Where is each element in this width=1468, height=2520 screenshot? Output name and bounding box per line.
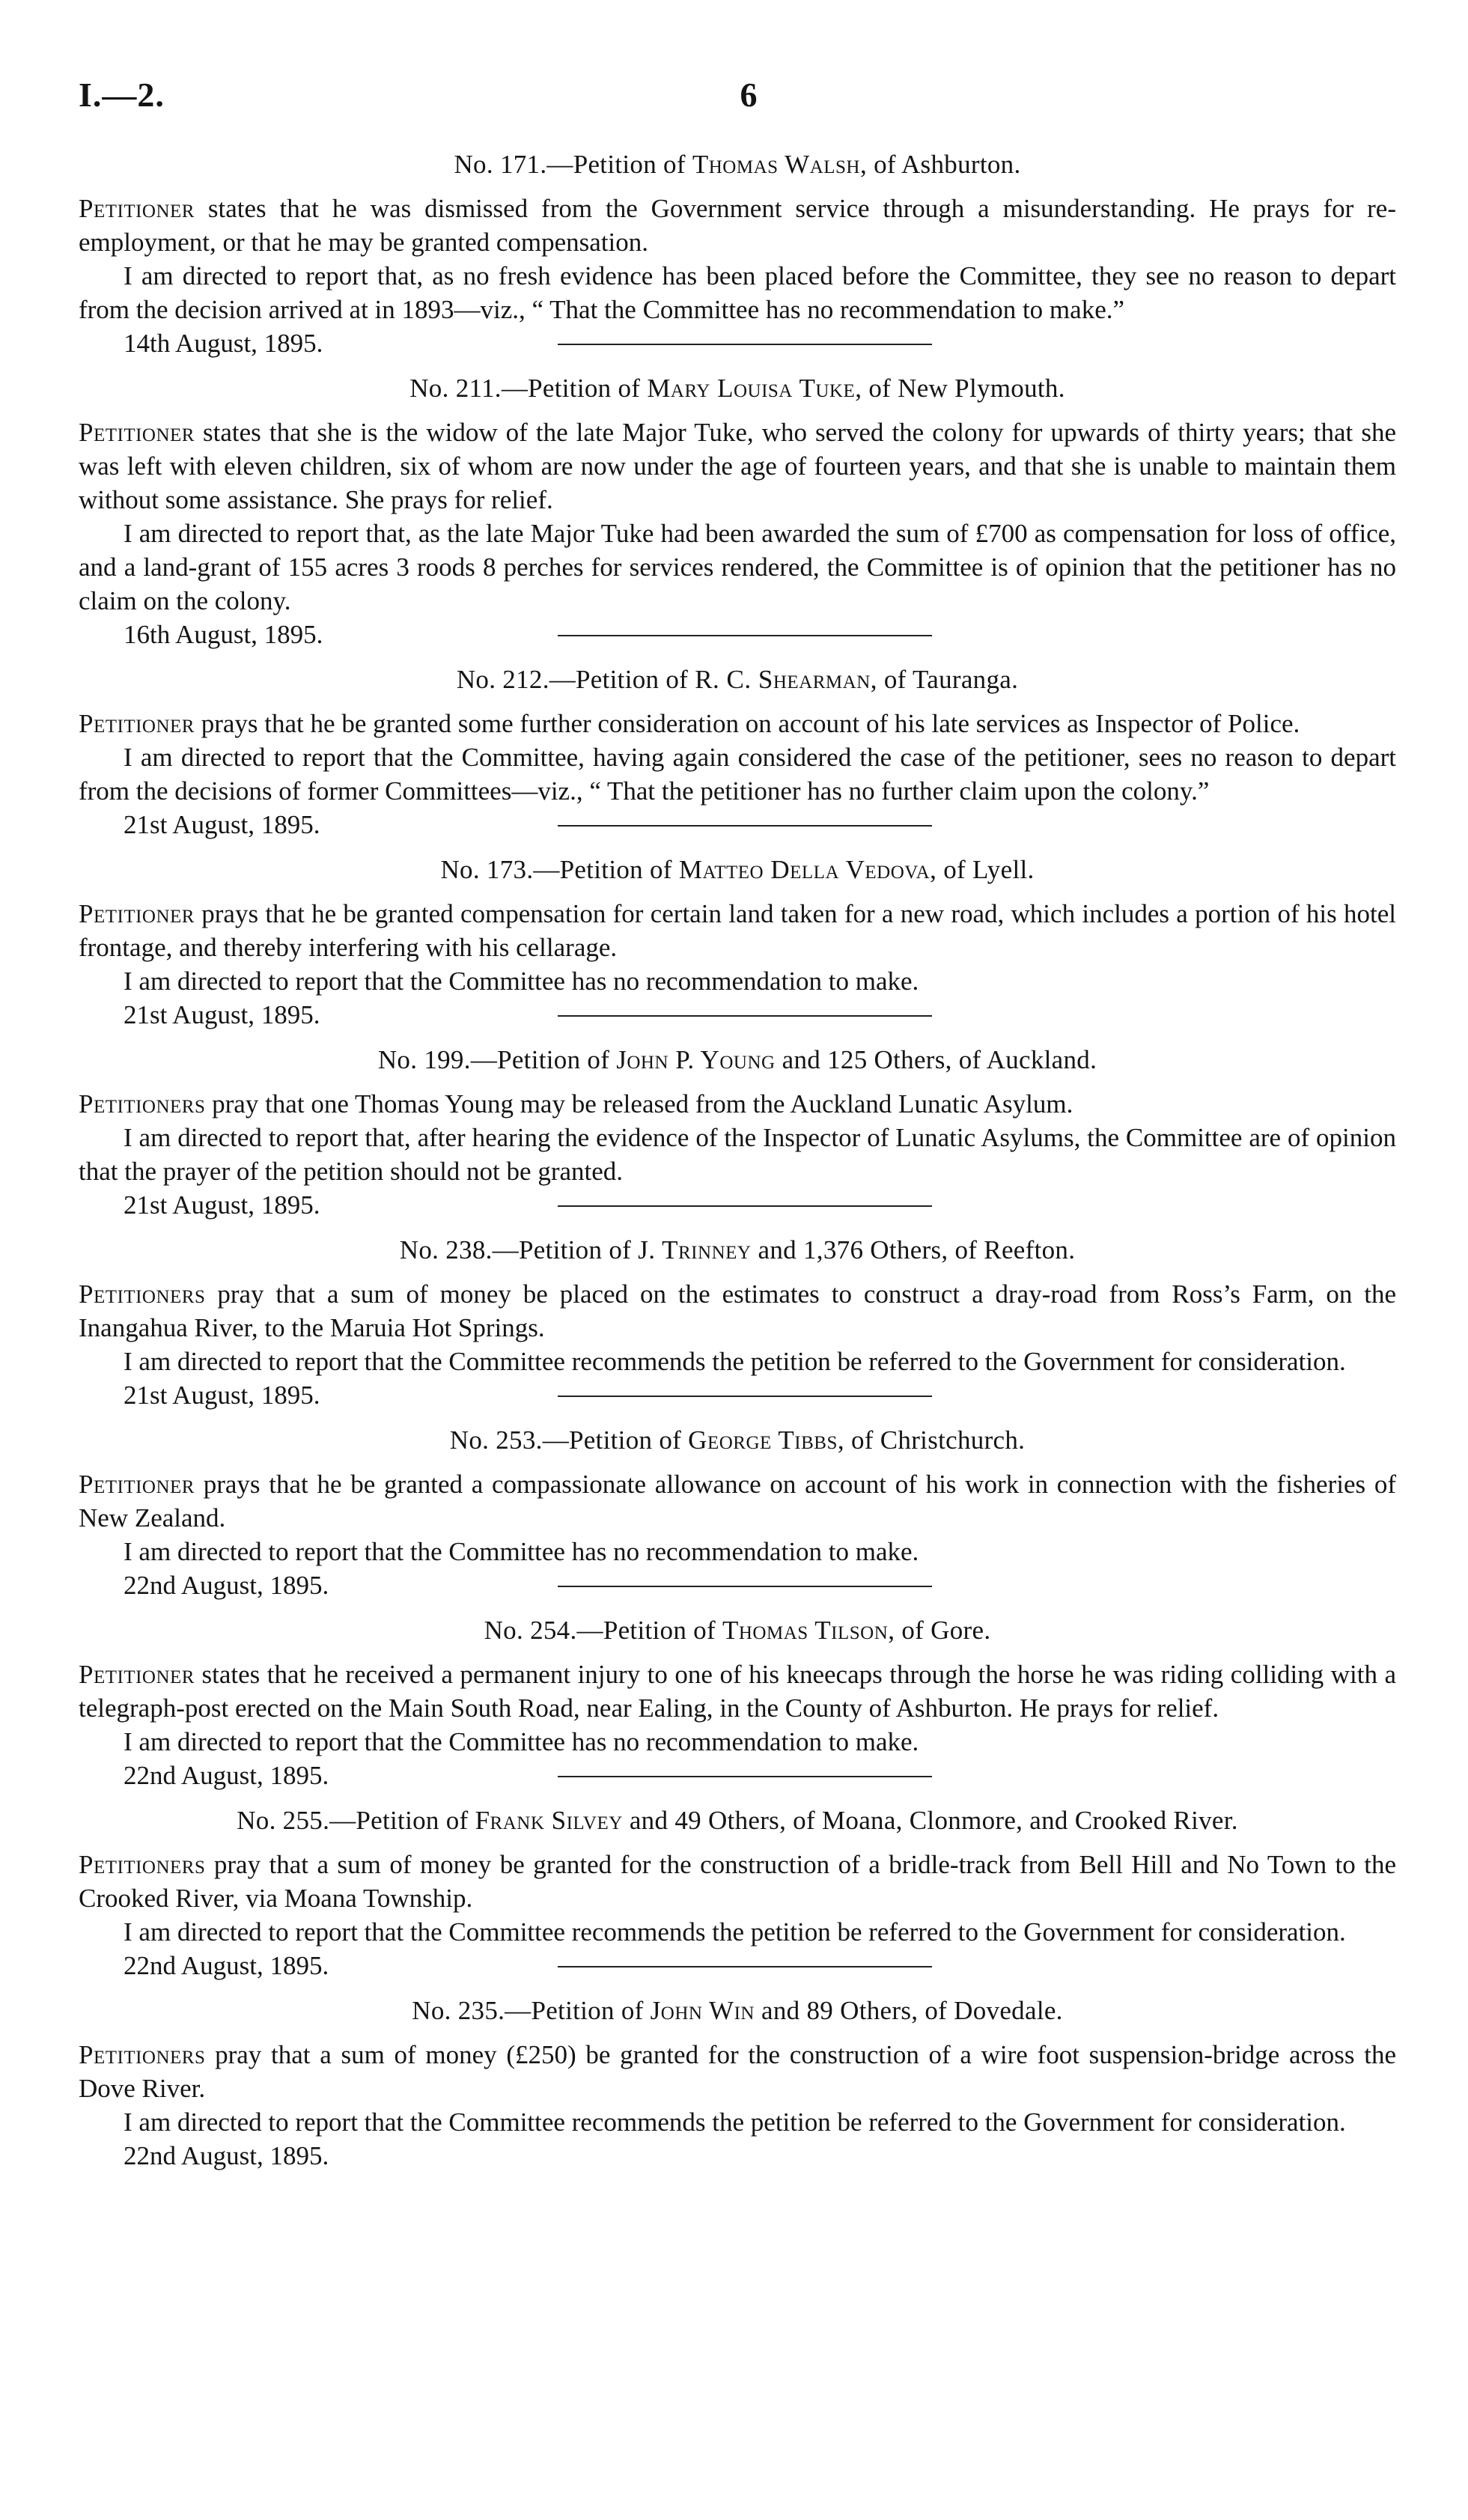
petitioner-lead-word: Petitioner — [79, 194, 195, 223]
petitioner-lead-word: Petitioner — [79, 899, 195, 928]
petition-location: and 49 Others, of Moana, Clonmore, and Crooked River. — [622, 1806, 1238, 1835]
petition-number: No. 253.—Petition of — [449, 1425, 682, 1455]
petition-entry — [79, 148, 1396, 358]
petition-location: and 89 Others, of Dovedale. — [754, 1996, 1063, 2025]
petition-location: , of Ashburton. — [860, 150, 1021, 179]
page-header — [79, 54, 1396, 121]
petition-statement — [79, 1087, 1396, 1121]
section-divider — [558, 825, 932, 827]
committee-report: I am directed to report that, as the late Major Tuke had been awarded the sum of £700 as compensation for loss of office, and a land-grant of 155 acres 3 roods 8 perches for services rendered, the Committee is of opinion that the petitioner has no claim on the colony. — [79, 519, 1396, 615]
section-divider — [558, 1015, 932, 1017]
petitioner-lead-word: Petitioners — [79, 1089, 206, 1119]
petition-location: , of New Plymouth. — [855, 374, 1065, 403]
petition-title — [79, 372, 1396, 405]
report-date: 22nd August, 1895. — [124, 1951, 329, 1980]
petitioner-lead-word: Petitioner — [79, 1660, 195, 1689]
petition-entry — [79, 853, 1396, 1029]
document-page — [79, 54, 1396, 2173]
petitioner-lead-word: Petitioner — [79, 1470, 195, 1499]
petition-location: , of Tauranga. — [870, 665, 1019, 694]
petition-number: No. 211.—Petition of — [409, 374, 641, 403]
section-divider — [558, 1396, 932, 1397]
petition-location: , of Lyell. — [930, 855, 1035, 884]
petition-entry — [79, 1424, 1397, 1600]
committee-report: I am directed to report that, after hearing the evidence of the Inspector of Lunatic Asylums, the Committee are of opinion that the prayer of the petition should not be granted. — [79, 1123, 1396, 1186]
statement-text: prays that he be granted compensation for certain land taken for a new road, which includes a portion of his hotel frontage, and thereby interfering with his cellarage. — [79, 899, 1396, 962]
page-number: 6 — [740, 76, 758, 114]
petitioner-name: J. Trinney — [638, 1235, 752, 1264]
committee-report: I am directed to report that, as no fresh evidence has been placed before the Committee, they see no reason to depart from the decision arrived at in 1893—viz., “ That the Committee has no recommendation to make.” — [79, 261, 1396, 324]
petition-entry — [79, 372, 1396, 649]
petition-number: No. 254.—Petition of — [484, 1616, 716, 1645]
statement-text: prays that he be granted a compassionate allowance on account of his work in connection with the fisheries of New Zealand. — [79, 1470, 1397, 1533]
petitioner-name: Mary Louisa Tuke — [647, 374, 856, 403]
petitioner-name: Thomas Tilson — [722, 1616, 889, 1645]
petition-statement — [79, 192, 1396, 259]
petition-number: No. 255.—Petition of — [237, 1806, 469, 1835]
petition-statement — [79, 2038, 1396, 2105]
committee-report: I am directed to report that the Committee has no recommendation to make. — [124, 1537, 919, 1566]
petition-number: No. 212.—Petition of — [456, 665, 689, 694]
report-date: 16th August, 1895. — [124, 620, 323, 649]
petitioner-name: John P. Young — [616, 1045, 776, 1074]
statement-text: pray that a sum of money (£250) be granted for the construction of a wire foot suspension-bridge across the Dove River. — [79, 2040, 1396, 2103]
committee-report: I am directed to report that the Committee has no recommendation to make. — [124, 1727, 919, 1756]
petition-entry — [79, 1804, 1397, 1980]
statement-text: pray that one Thomas Young may be released from the Auckland Lunatic Asylum. — [212, 1089, 1073, 1119]
statement-text: states that she is the widow of the late Major Tuke, who served the colony for upwards of thirty years; that she was left with eleven children, six of whom are now under the age of fourteen years, and that she is unable to maintain them without some assistance. She prays for relief. — [79, 418, 1396, 514]
paper-reference: I.—2. — [79, 76, 165, 114]
committee-report: I am directed to report that the Committee has no recommendation to make. — [124, 967, 919, 996]
section-divider — [558, 344, 932, 345]
petition-title — [79, 663, 1396, 696]
report-date: 22nd August, 1895. — [124, 1761, 329, 1790]
petition-number: No. 171.—Petition of — [454, 150, 686, 179]
petitioner-lead-word: Petitioners — [79, 1279, 206, 1309]
petition-title — [79, 1044, 1396, 1077]
petition-statement — [79, 416, 1396, 517]
committee-report: I am directed to report that the Committee recommends the petition be referred to the Government for consideration. — [124, 2107, 1346, 2137]
petition-statement — [79, 1467, 1396, 1535]
petition-title — [79, 148, 1396, 181]
committee-report: I am directed to report that the Committee, having again considered the case of the petitioner, sees no reason to depart from the decisions of former Committees—viz., “ That the petitioner has no further claim upon the colony.” — [79, 743, 1396, 806]
petition-title — [79, 1804, 1396, 1837]
petition-entry — [79, 1044, 1396, 1220]
section-divider — [558, 1205, 932, 1207]
report-date: 22nd August, 1895. — [124, 1571, 329, 1600]
petition-title — [79, 1614, 1396, 1647]
report-date: 21st August, 1895. — [124, 1381, 320, 1410]
report-date: 21st August, 1895. — [124, 1000, 320, 1029]
report-date: 21st August, 1895. — [124, 1190, 320, 1220]
petition-entry — [79, 1614, 1397, 1790]
petition-title — [79, 1994, 1396, 2027]
report-date: 22nd August, 1895. — [124, 2141, 329, 2170]
statement-text: states that he was dismissed from the Government service through a misunderstanding. He prays for re-employment, or that he may be granted compensation. — [79, 194, 1396, 257]
petition-entry — [79, 1994, 1396, 2173]
petition-location: and 125 Others, of Auckland. — [775, 1045, 1097, 1074]
petition-number: No. 199.—Petition of — [377, 1045, 610, 1074]
petition-statement — [79, 897, 1396, 964]
petition-title — [79, 853, 1396, 886]
petition-number: No. 238.—Petition of — [399, 1235, 632, 1264]
statement-text: prays that he be granted some further consideration on account of his late services as Inspector of Police. — [201, 709, 1300, 738]
petitioner-name: Thomas Walsh — [692, 150, 860, 179]
petition-entry — [79, 663, 1396, 839]
petition-statement — [79, 1848, 1396, 1915]
report-date: 14th August, 1895. — [124, 329, 323, 358]
petitioner-name: Frank Silvey — [475, 1806, 623, 1835]
statement-text: states that he received a permanent injury to one of his kneecaps through the horse he was riding colliding with a telegraph-post erected on the Main South Road, near Ealing, in the County of Ashburton. He prays for relief. — [79, 1660, 1397, 1723]
petition-statement — [79, 1658, 1396, 1725]
petition-title — [79, 1424, 1396, 1457]
petitioner-lead-word: Petitioners — [79, 1850, 206, 1879]
petition-title — [79, 1234, 1396, 1267]
report-date: 21st August, 1895. — [124, 810, 320, 839]
petition-number: No. 235.—Petition of — [412, 1996, 644, 2025]
section-divider — [558, 635, 932, 636]
statement-text: pray that a sum of money be granted for the construction of a bridle-track from Bell Hill and No Town to the Crooked River, via Moana Township. — [79, 1850, 1397, 1913]
petitioner-name: Matteo Della Vedova — [678, 855, 931, 884]
petition-location: , of Gore. — [888, 1616, 991, 1645]
petitioner-lead-word: Petitioner — [79, 418, 195, 447]
section-divider — [558, 1966, 932, 1967]
petitioner-name: R. C. Shearman — [695, 665, 871, 694]
petition-statement — [79, 707, 1396, 740]
statement-text: pray that a sum of money be placed on the estimates to construct a dray-road from Ross’s Farm, on the Inangahua River, to the Maruia Hot Springs. — [79, 1279, 1396, 1342]
petitioner-lead-word: Petitioners — [79, 2040, 206, 2069]
petitioner-name: John Win — [650, 1996, 755, 2025]
petition-location: , of Christchurch. — [837, 1425, 1026, 1455]
section-divider — [558, 1776, 932, 1777]
petition-number: No. 173.—Petition of — [440, 855, 672, 884]
committee-report: I am directed to report that the Committee recommends the petition be referred to the Government for consideration. — [124, 1917, 1346, 1947]
section-divider — [558, 1586, 932, 1587]
petitioner-lead-word: Petitioner — [79, 709, 195, 738]
petition-entry — [79, 1234, 1396, 1410]
committee-report: I am directed to report that the Committee recommends the petition be referred to the Government for consideration. — [124, 1347, 1346, 1376]
petition-location: and 1,376 Others, of Reefton. — [751, 1235, 1076, 1264]
petition-statement — [79, 1277, 1396, 1345]
petitioner-name: George Tibbs — [688, 1425, 838, 1455]
